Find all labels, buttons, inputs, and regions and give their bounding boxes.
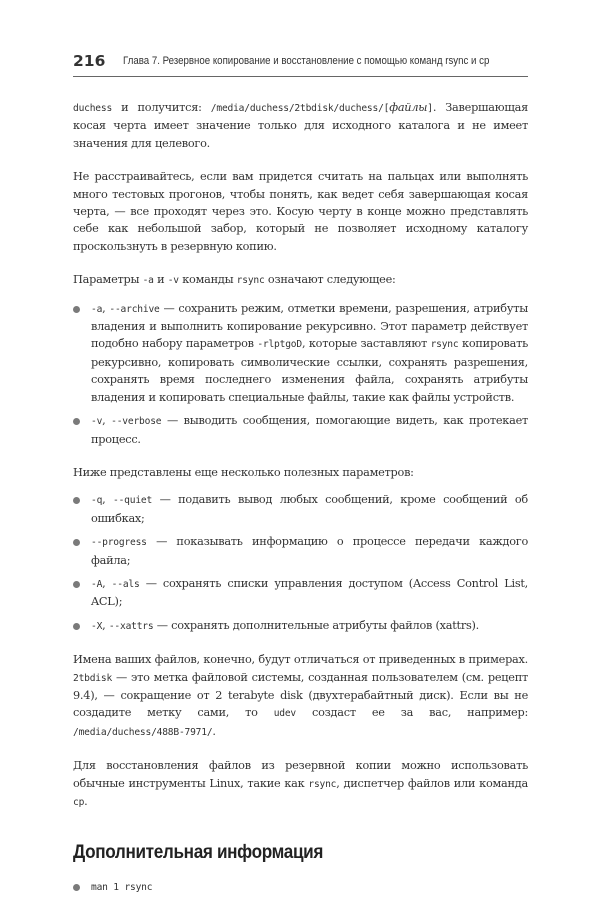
inline-code: rsync	[308, 778, 337, 790]
bullet-icon	[73, 581, 80, 588]
list-item: -v, --verbose — выводить сообщения, помогающие видеть, как протекает процесс.	[73, 412, 528, 448]
list-item: -q, --quiet — подавить вывод любых сообщений, кроме сообщений об ошибках;	[73, 491, 528, 527]
bullet-list	[73, 491, 528, 635]
list-item: -X, --xattrs — сохранять дополнительные атрибуты файлов (xattrs).	[73, 617, 528, 635]
page-number: 216	[73, 52, 106, 70]
section-heading: Дополнительная информация	[73, 841, 324, 864]
paragraph: Не расстраивайтесь, если вам придется считать на пальцах или выполнять много тестовых прогонов, чтобы понять, как ведет себя завершающая косая черта, — все проходят через это. Косую черту в конце можно представлять себе как небольшой забор, который не позволяет исходному каталогу проскользнуть в резервную копию.	[73, 170, 528, 253]
list-item: -a, --archive — сохранить режим, отметки времени, разрешения, атрибуты владения и выполнить копирование рекурсивно. Этот параметр действует подобно набору параметров -rlptgoD, которые заставляют rsync копировать рекурсивно, копировать символические ссылки, сохранять разрешения, сохранять время последнего изменения файла, сохранять атрибуты владения и копировать специальные файлы, такие как файлы устройств.	[73, 300, 528, 406]
paragraph: Параметры -a и -v команды rsync означают следующее:	[73, 273, 396, 287]
chapter-title: Глава 7. Резервное копирование и восстановление с помощью команд rsync и cp	[123, 55, 490, 67]
bullet-icon	[73, 539, 80, 546]
bullet-icon	[73, 306, 80, 313]
bullet-icon	[73, 418, 80, 425]
list-item: man 1 rsync	[73, 878, 528, 896]
inline-code: /media/duchess/488B-7971/	[73, 726, 213, 738]
inline-code: rsync	[236, 275, 265, 287]
book-page	[73, 50, 528, 913]
inline-code: -v	[167, 275, 179, 287]
list-item: -A, --als — сохранять списки управления доступом (Access Control List, ACL);	[73, 575, 528, 611]
inline-code: udev	[273, 708, 296, 720]
inline-code: ]	[427, 103, 433, 114]
paragraph: duchess и получится: /media/duchess/2tbdisk/duchess/[файлы]. Завершающая косая черта имеет значение только для исходного каталога и не имеет значения для целевого.	[73, 101, 528, 150]
running-header	[73, 50, 528, 77]
list-item: --progress — показывать информацию о процессе передачи каждого файла;	[73, 533, 528, 569]
bullet-list	[73, 878, 528, 896]
inline-code: cp	[73, 797, 85, 808]
bullet-icon	[73, 884, 80, 891]
body-text	[73, 99, 528, 897]
bullet-icon	[73, 497, 80, 504]
bullet-icon	[73, 623, 80, 630]
inline-code: duchess	[73, 103, 113, 114]
paragraph: Для восстановления файлов из резервной копии можно использовать обычные инструменты Linux, такие как rsync, диспетчер файлов или команда cp.	[73, 759, 528, 808]
bullet-list	[73, 300, 528, 448]
inline-code: 2tbdisk	[73, 672, 113, 684]
emphasis: файлы	[389, 101, 428, 114]
inline-code: /media/duchess/2tbdisk/duchess/[	[210, 103, 390, 114]
inline-code: -a	[142, 275, 154, 287]
paragraph: Имена ваших файлов, конечно, будут отличаться от приведенных в примерах. 2tbdisk — это метка файловой системы, созданная пользователем (см. рецепт 9.4), — сокращение от 2 terabyte disk (двухтерабайтный диск). Если вы не создадите метку сами, то udev создаст ее за вас, например: /media/duchess/488B-7971/.	[73, 653, 529, 738]
paragraph: Ниже представлены еще несколько полезных параметров:	[73, 465, 414, 479]
